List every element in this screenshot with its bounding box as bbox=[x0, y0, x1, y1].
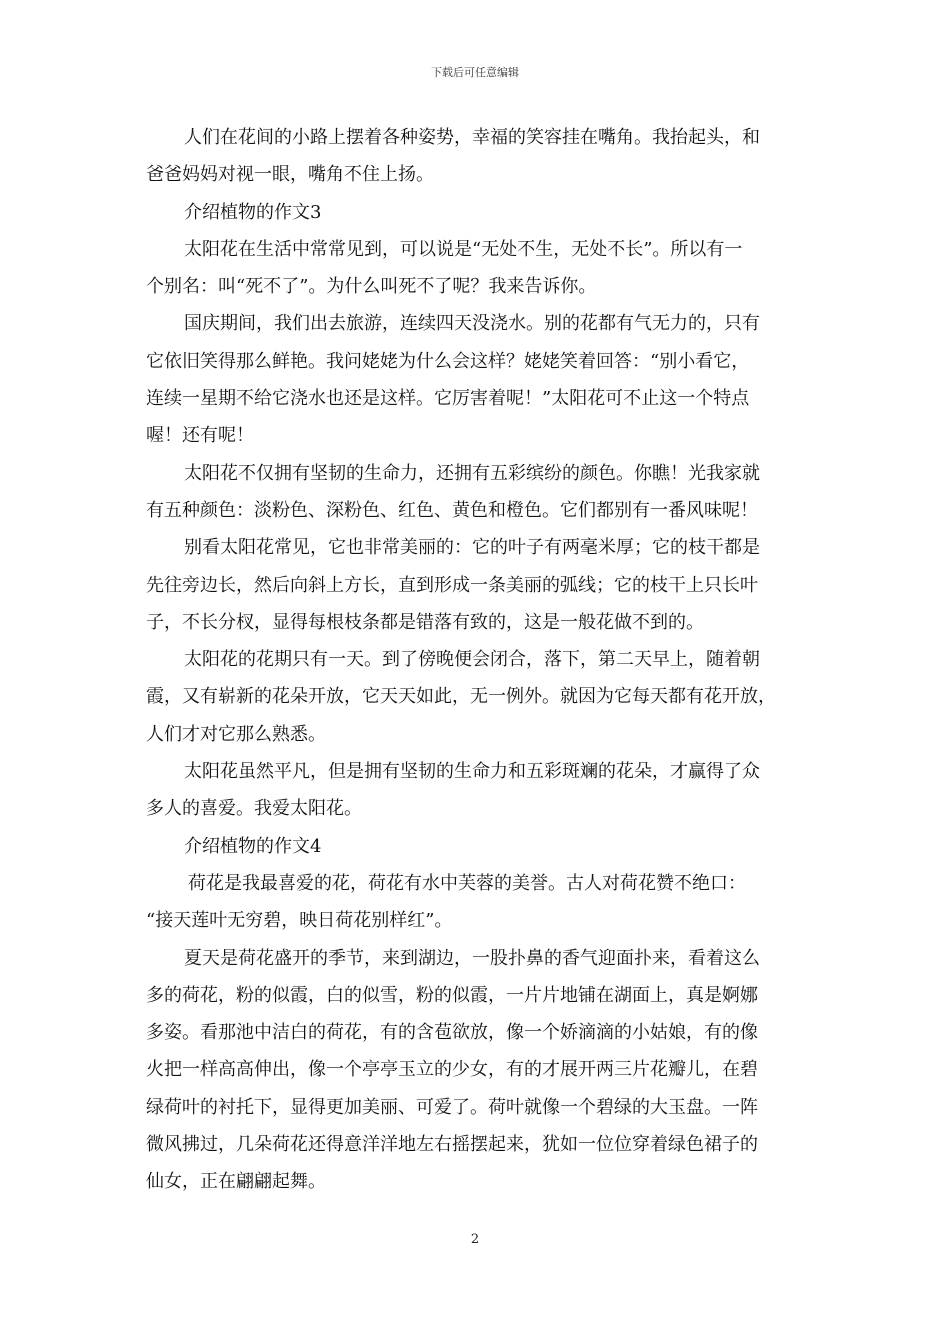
paragraph-line: 霞，又有崭新的花朵开放，它天天如此，无一例外。就因为它每天都有花开放， bbox=[146, 686, 776, 708]
paragraph-line: 先往旁边长，然后向斜上方长，直到形成一条美丽的弧线；它的枝干上只长叶 bbox=[146, 574, 758, 596]
section-heading: 介绍植物的作文3 bbox=[184, 201, 322, 223]
paragraph-line: 有五种颜色：淡粉色、深粉色、红色、黄色和橙色。它们都别有一番风味呢！ bbox=[146, 499, 758, 521]
paragraph-line: 太阳花不仅拥有坚韧的生命力，还拥有五彩缤纷的颜色。你瞧！光我家就 bbox=[184, 462, 760, 484]
paragraph-line: 它依旧笑得那么鲜艳。我问姥姥为什么会这样？姥姥笑着回答：“别小看它， bbox=[146, 350, 750, 372]
paragraph-line: 连续一星期不给它浇水也还是这样。它厉害着呢！”太阳花可不止这一个特点 bbox=[146, 388, 750, 410]
paragraph-line: “接天莲叶无穷碧，映日荷花别样红”。 bbox=[146, 910, 453, 932]
paragraph-line: 别看太阳花常见，它也非常美丽的：它的叶子有两毫米厚；它的枝干都是 bbox=[184, 537, 760, 559]
paragraph-line: 人们在花间的小路上摆着各种姿势，幸福的笑容挂在嘴角。我抬起头，和 bbox=[184, 127, 760, 148]
document-body bbox=[146, 122, 821, 1204]
paragraph-line: 仙女，正在翩翩起舞。 bbox=[146, 1171, 326, 1193]
paragraph-line: 国庆期间，我们出去旅游，连续四天没浇水。别的花都有气无力的，只有 bbox=[184, 313, 760, 335]
paragraph-line: 微风拂过，几朵荷花还得意洋洋地左右摇摆起来，犹如一位位穿着绿色裙子的 bbox=[146, 1134, 758, 1156]
paragraph-line: 太阳花的花期只有一天。到了傍晚便会闭合，落下，第二天早上，随着朝 bbox=[184, 649, 760, 671]
paragraph-line: 爸爸妈妈对视一眼，嘴角不住上扬。 bbox=[146, 164, 434, 186]
paragraph-line: 个别名：叫“死不了”。为什么叫死不了呢？我来告诉你。 bbox=[146, 276, 597, 298]
paragraph-line: 夏天是荷花盛开的季节，来到湖边，一股扑鼻的香气迎面扑来，看着这么 bbox=[184, 947, 760, 969]
paragraph-line: 太阳花在生活中常常见到，可以说是“无处不生，无处不长”。所以有一 bbox=[184, 238, 743, 260]
paragraph-line: 多的荷花，粉的似霞，白的似雪，粉的似霞，一片片地铺在湖面上，真是婀娜 bbox=[146, 984, 758, 1006]
paragraph-line: 火把一样高高伸出，像一个亭亭玉立的少女，有的才展开两三片花瓣儿，在碧 bbox=[146, 1059, 758, 1081]
paragraph-line: 多姿。看那池中洁白的荷花，有的含苞欲放，像一个娇滴滴的小姑娘，有的像 bbox=[146, 1022, 758, 1044]
section-heading: 介绍植物的作文4 bbox=[184, 835, 322, 857]
paragraph-line: 多人的喜爱。我爱太阳花。 bbox=[146, 798, 362, 820]
page-number: 2 bbox=[470, 1232, 480, 1247]
paragraph-line: 绿荷叶的衬托下，显得更加美丽、可爱了。荷叶就像一个碧绿的大玉盘。一阵 bbox=[146, 1096, 758, 1118]
paragraph-line: 太阳花虽然平凡，但是拥有坚韧的生命力和五彩斑斓的花朵，才赢得了众 bbox=[184, 761, 760, 783]
paragraph-line: 喔！还有呢！ bbox=[146, 425, 254, 447]
paragraph-line: 人们才对它那么熟悉。 bbox=[146, 723, 326, 745]
paragraph-line: 子，不长分杈，显得每根枝条都是错落有致的，这是一般花做不到的。 bbox=[146, 611, 704, 633]
paragraph-line: 荷花是我最喜爱的花，荷花有水中芙蓉的美誉。古人对荷花赞不绝口： bbox=[188, 872, 746, 894]
page-header: 下载后可任意编辑 bbox=[431, 66, 519, 79]
